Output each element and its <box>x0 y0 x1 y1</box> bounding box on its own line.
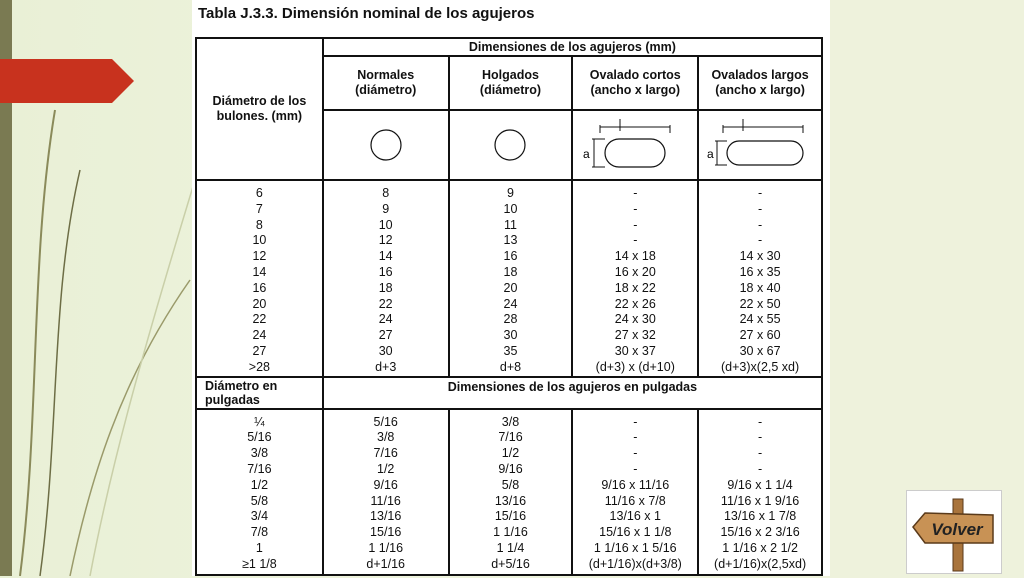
round-hole-drawing <box>323 110 449 180</box>
table-cell: 3/8 <box>501 414 520 429</box>
mm-diam-col <box>196 180 323 377</box>
table-cell: 10 <box>252 233 267 248</box>
table-cell: (d+1/16)x(d+3/8) <box>588 556 682 571</box>
table-cell: - <box>633 430 638 445</box>
svg-text:a: a <box>707 147 714 161</box>
table-cell: 24 x 30 <box>614 312 656 327</box>
table-cell: (d+3) x (d+10) <box>595 359 675 374</box>
table-cell: 15/16 <box>494 509 527 524</box>
table-cell: 9/16 <box>373 477 398 492</box>
header-holgados: Holgados (diámetro) <box>449 56 573 110</box>
table-cell: 27 <box>252 343 267 358</box>
inch-holgados-col <box>449 409 573 575</box>
table-cell: 1 <box>255 540 263 555</box>
table-cell: 18 x 40 <box>739 280 781 295</box>
table-cell: 11/16 x 7/8 <box>604 493 666 508</box>
table-cell: - <box>758 446 763 461</box>
table-cell: 9/16 <box>498 461 523 476</box>
table-cell: 20 <box>503 280 518 295</box>
table-cell: 3/8 <box>377 430 395 445</box>
header-normales: Normales (diámetro) <box>323 56 449 110</box>
svg-text:a: a <box>583 147 590 161</box>
table-cell: 27 <box>378 328 393 343</box>
table-cell: 30 x 37 <box>614 343 656 358</box>
table-cell: 16 <box>252 280 267 295</box>
long-slot-drawing <box>698 110 822 180</box>
table-cell: ≥1 1/8 <box>242 556 277 571</box>
table-cell: 15/16 x 2 3/16 <box>720 525 800 540</box>
table-cell: 5/16 <box>247 430 272 445</box>
table-cell: 8 <box>255 217 263 232</box>
table-cell: - <box>758 414 763 429</box>
table-cell: 1 1/16 x 1 5/16 <box>593 540 677 555</box>
inch-largos-col <box>698 409 822 575</box>
table-cell: - <box>758 233 763 248</box>
table-cell: 20 <box>252 296 267 311</box>
table-cell: 12 <box>378 233 393 248</box>
table-cell: 1 1/16 <box>368 540 404 555</box>
table-cell: 7/8 <box>250 525 269 540</box>
table-cell: 7 <box>255 201 263 216</box>
table-cell: 11 <box>503 217 517 232</box>
table-cell: 1/2 <box>377 461 395 476</box>
table-cell: 18 <box>503 264 518 279</box>
header-ovalado-cortos: Ovalado cortos (ancho x largo) <box>572 56 698 110</box>
header-ovalados-largos: Ovalados largos (ancho x largo) <box>698 56 822 110</box>
table-cell: 22 x 50 <box>739 296 781 311</box>
table-cell: 10 <box>503 201 518 216</box>
table-cell: 7/16 <box>373 446 398 461</box>
table-cell: 7/16 <box>498 430 523 445</box>
table-cell: 7/16 <box>247 461 272 476</box>
table-cell: 9/16 x 1 1/4 <box>727 477 793 492</box>
group-header-inch: Dimensiones de los agujeros en pulgadas <box>323 377 822 409</box>
table-cell: 10 <box>378 217 393 232</box>
mm-cortos-col <box>572 180 698 377</box>
table-cell: 35 <box>503 343 518 358</box>
table-cell: 9 <box>507 186 514 200</box>
table-cell: 15/16 x 1 1/8 <box>599 525 672 540</box>
table-cell: 9/16 x 11/16 <box>601 477 670 492</box>
table-cell: (d+1/16)x(2,5xd) <box>714 556 807 571</box>
table-cell: 12 <box>252 249 267 264</box>
table-cell: 27 x 60 <box>739 328 781 343</box>
table-cell: 16 <box>503 249 518 264</box>
volver-label: Volver <box>931 520 983 539</box>
table-cell: - <box>633 446 638 461</box>
table-cell: - <box>633 233 638 248</box>
table-cell: 6 <box>255 186 263 200</box>
inch-normales-col <box>323 409 449 575</box>
mm-normales-col <box>323 180 449 377</box>
inch-diam-col <box>196 409 323 575</box>
table-cell: 14 x 18 <box>614 249 656 264</box>
table-cell: - <box>633 461 638 476</box>
round-hole-drawing-holgado <box>449 110 573 180</box>
table-cell: d+5/16 <box>491 556 530 571</box>
table-cell: 1/2 <box>501 446 520 461</box>
table-cell: - <box>758 201 763 216</box>
table-cell: - <box>758 217 763 232</box>
table-cell: 30 <box>503 328 518 343</box>
table-cell: 1 1/4 <box>496 540 525 555</box>
group-header-mm: Dimensiones de los agujeros (mm) <box>323 38 822 56</box>
table-cell: 3/8 <box>250 446 269 461</box>
table-cell: 22 x 26 <box>614 296 656 311</box>
table-cell: 18 <box>378 280 393 295</box>
table-cell: >28 <box>248 359 270 374</box>
table-cell: 11/16 x 1 9/16 <box>720 493 800 508</box>
table-cell: 1 1/16 x 2 1/2 <box>722 540 798 555</box>
table-cell: 30 x 67 <box>739 343 781 358</box>
short-slot-drawing <box>572 110 698 180</box>
table-sheet <box>192 0 830 576</box>
table-cell: 14 <box>252 264 267 279</box>
table-cell: 22 <box>252 312 267 327</box>
table-cell: 13/16 <box>370 509 402 524</box>
table-cell: 3/4 <box>250 509 269 524</box>
holes-table <box>195 37 823 576</box>
table-title: Tabla J.3.3. Dimensión nominal de los agujeros <box>198 5 535 22</box>
table-cell: 9 <box>382 201 390 216</box>
table-cell: - <box>633 217 638 232</box>
table-cell: 15/16 <box>370 525 402 540</box>
table-cell: 5/8 <box>250 493 269 508</box>
table-cell: 13 <box>503 233 518 248</box>
table-cell: 1 1/16 <box>493 525 528 540</box>
table-cell: 16 x 35 <box>739 264 781 279</box>
table-cell: 24 <box>252 328 267 343</box>
table-cell: - <box>758 430 763 445</box>
volver-button[interactable] <box>906 490 1002 574</box>
table-cell: 30 <box>378 343 393 358</box>
table-cell: - <box>633 201 638 216</box>
table-cell: 5/16 <box>373 414 398 429</box>
table-cell: 13/16 <box>494 493 527 508</box>
table-cell: 11/16 <box>370 493 401 508</box>
table-cell: - <box>633 414 638 429</box>
table-cell: d+3 <box>375 359 397 374</box>
arrow-pointer-icon <box>0 59 134 103</box>
table-cell: 24 <box>378 312 393 327</box>
table-cell: 1/2 <box>250 477 269 492</box>
mm-largos-col <box>698 180 822 377</box>
table-cell: - <box>758 186 763 200</box>
table-cell: 24 x 55 <box>739 312 781 327</box>
diam-header: Diámetro de los bulones. (mm) <box>196 38 323 180</box>
table-cell: d+8 <box>499 359 522 374</box>
table-cell: 13/16 x 1 7/8 <box>723 509 797 524</box>
table-cell: 22 <box>378 296 393 311</box>
table-cell: 5/8 <box>501 477 520 492</box>
inch-cortos-col <box>572 409 698 575</box>
mm-holgados-col <box>449 180 573 377</box>
table-cell: 18 x 22 <box>614 280 656 295</box>
signpost-icon <box>907 491 1001 573</box>
table-cell: 8 <box>382 186 390 200</box>
table-cell: 16 <box>378 264 393 279</box>
table-cell: (d+3)x(2,5 xd) <box>721 359 800 374</box>
table-cell: 27 x 32 <box>614 328 656 343</box>
table-cell: 24 <box>503 296 518 311</box>
inch-diam-header: Diámetro en pulgadas <box>196 377 323 409</box>
table-cell: - <box>758 461 763 476</box>
table-cell: 14 <box>378 249 393 264</box>
table-cell: 13/16 x 1 <box>609 509 661 524</box>
table-cell: 28 <box>503 312 518 327</box>
table-cell: ¼ <box>254 414 265 429</box>
table-cell: d+1/16 <box>366 556 405 571</box>
table-cell: - <box>633 186 638 200</box>
table-cell: 16 x 20 <box>614 264 656 279</box>
table-cell: 14 x 30 <box>739 249 781 264</box>
